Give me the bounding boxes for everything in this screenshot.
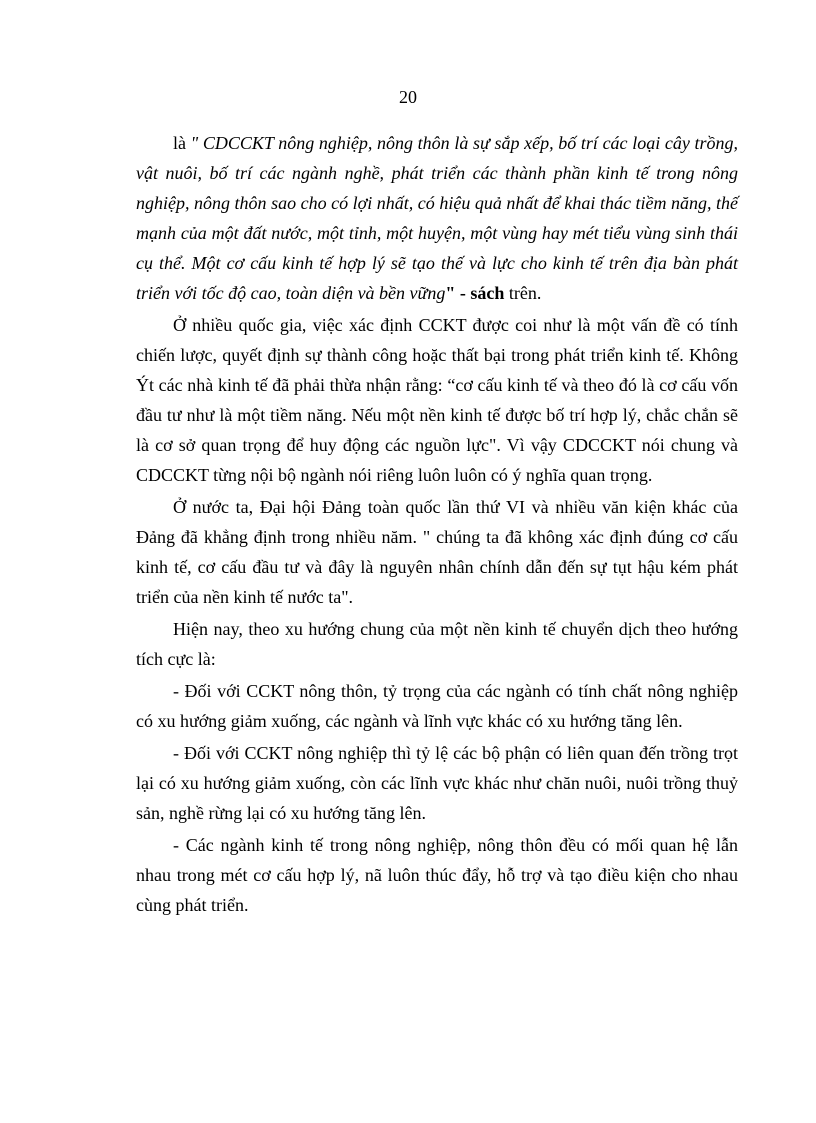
bullet-agricultural-structure: - Đối với CCKT nông nghiệp thì tỷ lệ các bộ phận có liên quan đến trồng trọt lại có xu hướng giảm xuống, còn các lĩnh vực khác như chăn nuôi, nuôi trồng thuỷ sản, nghề rừng lại có xu hướng tăng lên. — [136, 743, 738, 823]
definition-quote: " CDCCKT nông nghiệp, nông thôn là sự sắp xếp, bố trí các loại cây trồng, vật nuôi, bố trí các ngành nghề, phát triển các thành phần kinh tế trong nông nghiệp, nông thôn sao cho có lợi nhất, có hiệu quả nhất để khai thác tiềm năng, thế mạnh của một đất nước, một tỉnh, một huyện, một vùng hay mét tiểu vùng sinh thái cụ thể. Một cơ cấu kinh tế hợp lý sẽ tạo thế và lực cho kinh tế trên địa bàn phát triển với tốc độ cao, toàn diện và bền vững — [136, 133, 738, 303]
paragraph-lead: là — [173, 133, 191, 153]
quote-source-tail: trên. — [504, 283, 542, 303]
paragraph-current-trend: Hiện nay, theo xu hướng chung của một nền kinh tế chuyển dịch theo hướng tích cực là: — [136, 619, 738, 669]
page-number: 20 — [399, 87, 417, 107]
paragraph-definition-quote — [136, 128, 738, 308]
paragraph-strategic-importance: Ở nhiều quốc gia, việc xác định CCKT được coi như là một vấn đề có tính chiến lược, quyết định sự thành công hoặc thất bại trong phát triển kinh tế. Không Ýt các nhà kinh tế đã phải thừa nhận rằng: “cơ cấu kinh tế và theo đó là cơ cấu vốn đầu tư như là một tiềm năng. Nếu một nền kinh tế được bố trí hợp lý, chắc chắn sẽ là cơ sở quan trọng để huy động các nguồn lực". Vì vậy CDCCKT nói chung và CDCCKT từng nội bộ ngành nói riêng luôn luôn có ý nghĩa quan trọng. — [136, 315, 738, 485]
bullet-rural-structure: - Đối với CCKT nông thôn, tỷ trọng của các ngành có tính chất nông nghiệp có xu hướng giảm xuống, các ngành và lĩnh vực khác có xu hướng tăng lên. — [136, 681, 738, 731]
quote-source: " - sách — [445, 283, 505, 303]
bullet-sector-relations: - Các ngành kinh tế trong nông nghiệp, nông thôn đều có mối quan hệ lẫn nhau trong mét cơ cấu hợp lý, nã luôn thúc đẩy, hỗ trợ và tạo điều kiện cho nhau cùng phát triển. — [136, 835, 738, 915]
document-body — [136, 128, 738, 920]
paragraph-party-congress: Ở nước ta, Đại hội Đảng toàn quốc lần thứ VI và nhiều văn kiện khác của Đảng đã khẳng định trong nhiều năm. " chúng ta đã không xác định đúng cơ cấu kinh tế, cơ cấu đầu tư và đây là nguyên nhân chính dẫn đến sự tụt hậu kém phát triển của nền kinh tế nước ta". — [136, 497, 738, 607]
